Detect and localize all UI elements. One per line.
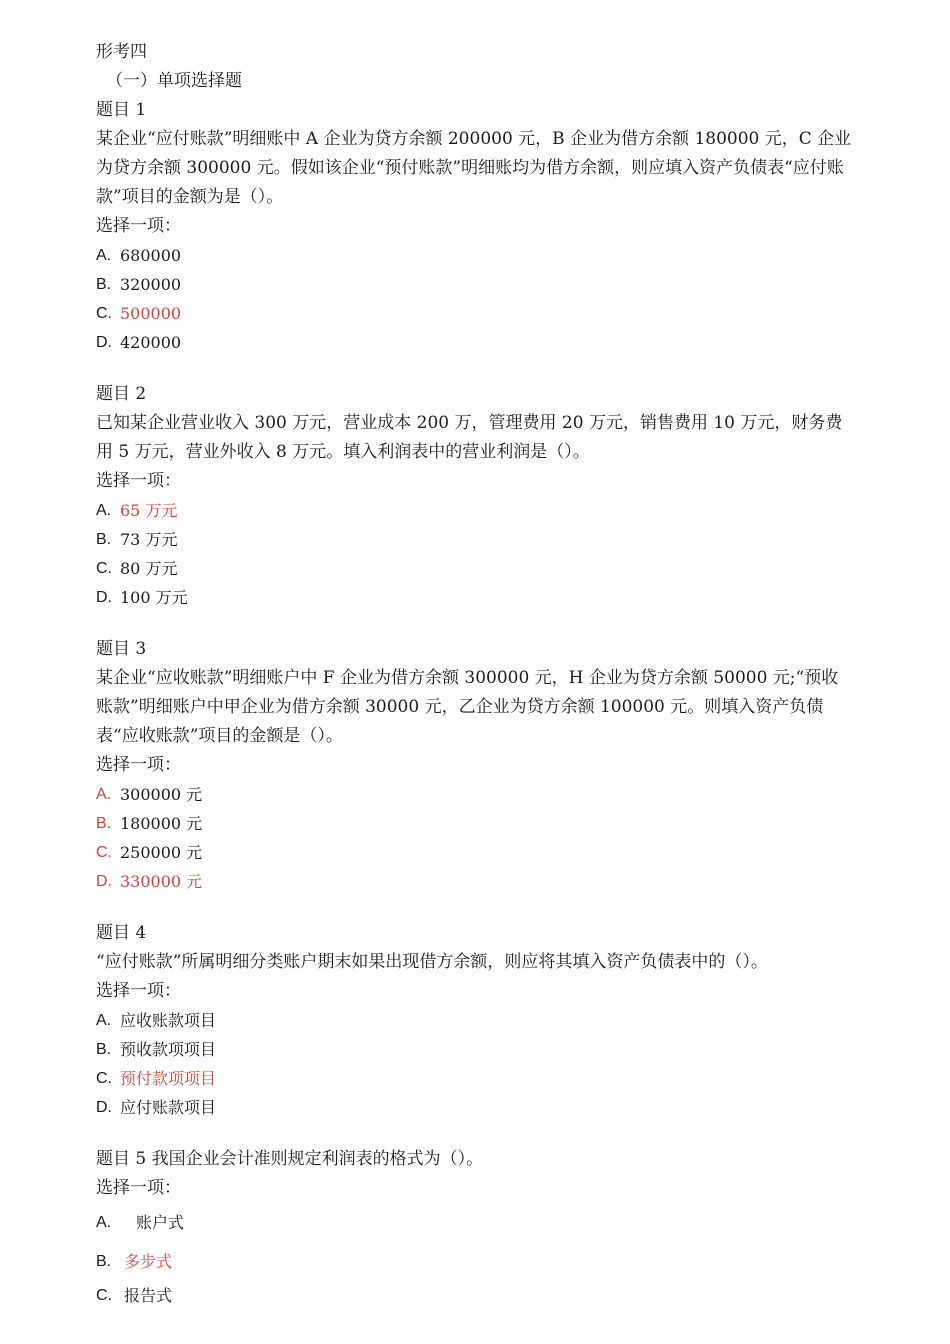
option-text: 73 万元 — [120, 530, 178, 549]
option-label-highlighted: C. — [96, 844, 112, 861]
question-title: 题目 3 — [96, 639, 147, 659]
option-label: B. — [96, 276, 112, 293]
question-1 — [96, 96, 852, 357]
option-a[interactable] — [96, 1203, 852, 1242]
option-label: C. — [96, 1287, 112, 1304]
question-2 — [96, 380, 852, 612]
option-text: 320000 — [120, 275, 182, 294]
document-title: 形考四 — [96, 42, 147, 62]
option-d[interactable] — [96, 328, 852, 357]
option-text: 680000 — [120, 246, 182, 265]
option-label: D. — [96, 1099, 112, 1116]
option-text-highlighted: 多步式 — [124, 1252, 173, 1271]
option-d[interactable] — [96, 583, 852, 612]
question-stem: 我国企业会计准则规定利润表的格式为（）。 — [151, 1149, 484, 1169]
option-text: 账户式 — [136, 1213, 185, 1232]
option-b[interactable] — [96, 809, 852, 838]
choose-one-prompt: 选择一项： — [96, 216, 181, 236]
option-label: A. — [96, 1214, 112, 1231]
question-title: 题目 1 — [96, 100, 147, 120]
question-stem: 已知某企业营业收入 300 万元，营业成本 200 万，管理费用 20 万元，销售费用 10 万元，财务费用 5 万元，营业外收入 8 万元。填入利润表中的营业利润是（）。 — [96, 413, 843, 462]
option-text: 80 万元 — [120, 559, 178, 578]
question-stem: 某企业“应收账款”明细账户中 F 企业为借方余额 300000 元，H 企业为贷方余额 50000 元;“预收账款”明细账户中甲企业为借方余额 30000 元，乙企业为贷方余额 100000 元。则填入资产负债表“应收账款”项目的金额是（）。 — [96, 668, 839, 746]
option-text: 应付账款项目 — [120, 1098, 217, 1117]
choose-one-prompt: 选择一项： — [96, 981, 181, 1001]
option-label: A. — [96, 247, 112, 264]
option-label: B. — [96, 1253, 112, 1270]
option-label-highlighted: D. — [96, 873, 112, 890]
option-label: D. — [96, 334, 112, 351]
option-text-highlighted: 65 万元 — [120, 501, 178, 520]
option-b[interactable] — [96, 1242, 852, 1281]
document-page — [96, 38, 852, 1310]
question-title: 题目 2 — [96, 384, 147, 404]
question-stem: “应付账款”所属明细分类账户期末如果出现借方余额，则应将其填入资产负债表中的（）。 — [96, 952, 768, 972]
question-5 — [96, 1145, 852, 1310]
option-d[interactable] — [96, 867, 852, 896]
question-4 — [96, 919, 852, 1122]
option-text: 预收款项项目 — [120, 1040, 217, 1059]
option-c[interactable] — [96, 299, 852, 328]
option-label: D. — [96, 589, 112, 606]
option-a[interactable] — [96, 780, 852, 809]
option-text: 250000 元 — [120, 843, 203, 862]
option-b[interactable] — [96, 1035, 852, 1064]
question-stem: 某企业“应付账款”明细账中 A 企业为贷方余额 200000 元，B 企业为借方余额 180000 元，C 企业为贷方余额 300000 元。假如该企业“预付账款”明细账均为借方余额，则应填入资产负债表“应付账款”项目的金额为是（）。 — [96, 129, 852, 207]
choose-one-prompt: 选择一项： — [96, 755, 181, 775]
option-text: 420000 — [120, 333, 182, 352]
option-c[interactable] — [96, 554, 852, 583]
option-text-highlighted: 500000 — [120, 304, 182, 323]
option-a[interactable] — [96, 241, 852, 270]
option-label: C. — [96, 1070, 112, 1087]
option-label: C. — [96, 560, 112, 577]
option-a[interactable] — [96, 496, 852, 525]
question-title: 题目 5 — [96, 1149, 147, 1169]
option-label: A. — [96, 502, 112, 519]
question-title-with-stem — [96, 1145, 852, 1174]
option-text-highlighted: 预付款项项目 — [120, 1069, 217, 1088]
option-c[interactable] — [96, 1281, 852, 1310]
option-label: B. — [96, 531, 112, 548]
option-label-highlighted: B. — [96, 815, 112, 832]
option-text: 100 万元 — [120, 588, 188, 607]
question-3 — [96, 635, 852, 896]
option-b[interactable] — [96, 525, 852, 554]
option-text-highlighted: 330000 元 — [120, 872, 203, 891]
option-text: 报告式 — [124, 1286, 173, 1305]
section-heading: （一）单项选择题 — [106, 71, 242, 91]
option-label: A. — [96, 1012, 112, 1029]
option-label-highlighted: A. — [96, 786, 112, 803]
choose-one-prompt: 选择一项： — [96, 471, 181, 491]
option-text: 300000 元 — [120, 785, 203, 804]
option-c[interactable] — [96, 838, 852, 867]
option-c[interactable] — [96, 1064, 852, 1093]
question-title: 题目 4 — [96, 923, 147, 943]
option-text: 应收账款项目 — [120, 1011, 217, 1030]
option-label: B. — [96, 1041, 112, 1058]
option-text: 180000 元 — [120, 814, 203, 833]
option-a[interactable] — [96, 1006, 852, 1035]
choose-one-prompt: 选择一项： — [96, 1178, 181, 1198]
option-d[interactable] — [96, 1093, 852, 1122]
option-label: C. — [96, 305, 112, 322]
option-b[interactable] — [96, 270, 852, 299]
